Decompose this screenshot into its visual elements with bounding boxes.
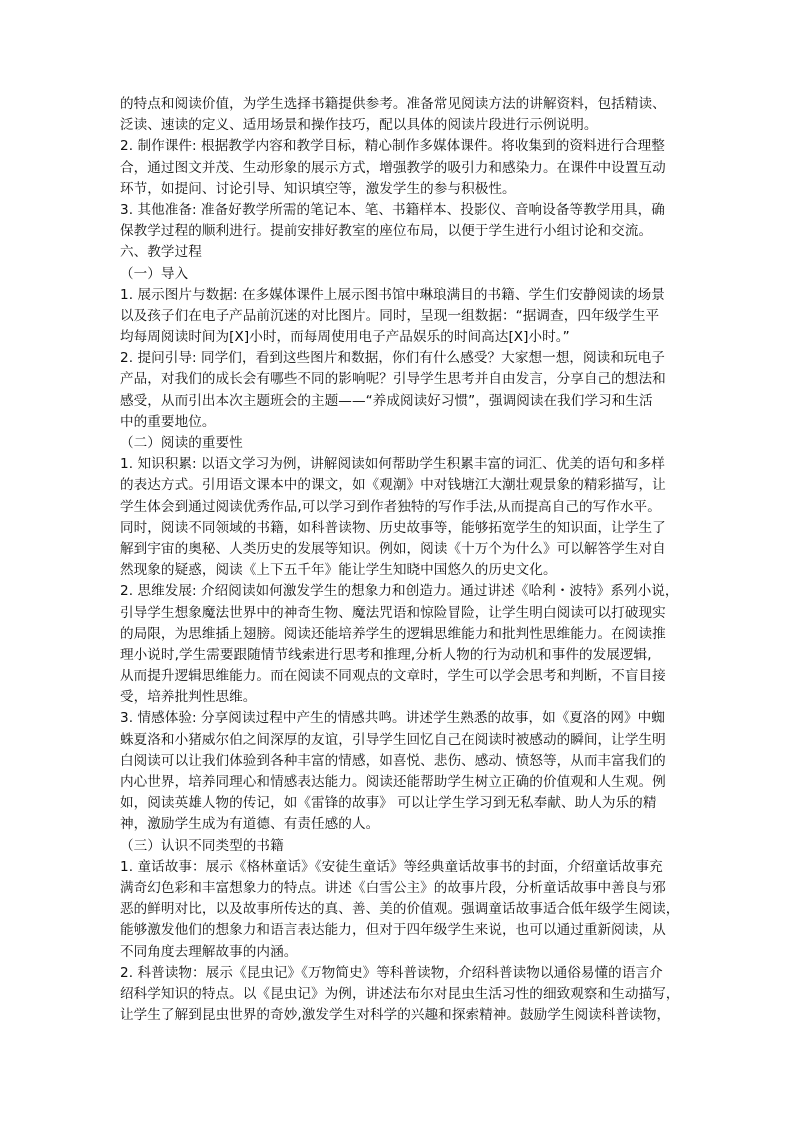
text-line: 恶的鲜明对比，以及故事所传达的真、善、美的价值观。强调童话故事适合低年级学生阅读， xyxy=(120,901,680,918)
text-line: 合，通过图文并茂、生动形象的展示方式，增强教学的吸引力和感染力。在课件中设置互动 xyxy=(120,159,666,176)
text-line: 产品，对我们的成长会有哪些不同的影响呢？引导学生思考并自由发言，分享自己的想法和 xyxy=(120,371,666,388)
text-line: 以及孩子们在电子产品前沉迷的对比图片。同时，呈现一组数据：“据调查，四年级学生平 xyxy=(120,307,660,324)
text-line: 然现象的疑惑，阅读《上下五千年》能让学生知晓中国悠久的历史文化。 xyxy=(120,562,557,579)
text-line: 如，阅读英雄人物的传记，如《雷锋的故事》 可以让学生学习到无私奉献、助人为乐的精 xyxy=(120,795,657,812)
text-line: 的特点和阅读价值，为学生选择书籍提供参考。准备常见阅读方法的讲解资料，包括精读、 xyxy=(120,96,666,112)
section-heading: 六、教学过程 xyxy=(120,244,202,261)
text-line: 1. 童话故事：展示《格林童话》《安徒生童话》等经典童话故事书的封面，介绍童话故事充 xyxy=(120,858,663,875)
text-line: 理小说时,学生需要跟随情节线索进行思考和推理,分析人物的行为动机和事件的发展逻辑, xyxy=(120,646,652,663)
text-line: 3. 其他准备: 准备好教学所需的笔记本、笔、书籍样本、投影仪、音响设备等教学用具，确 xyxy=(120,201,665,218)
text-line: 环节，如提问、讨论引导、知识填空等，激发学生的参与积极性。 xyxy=(120,180,516,197)
text-line: 同时，阅读不同领域的书籍，如科普读物、历史故事等，能够拓宽学生的知识面，让学生了 xyxy=(120,519,666,536)
text-line: 1. 展示图片与数据: 在多媒体课件上展示图书馆中琳琅满目的书籍、学生们安静阅读的场景 xyxy=(120,286,665,303)
text-line: 蛛夏洛和小猪威尔伯之间深厚的友谊，引导学生回忆自己在阅读时被感动的瞬间，让学生明 xyxy=(120,731,666,748)
text-line: 保教学过程的顺利进行。提前安排好教室的座位布局，以便于学生进行小组讨论和交流。 xyxy=(120,223,653,240)
section-heading: （一）导入 xyxy=(120,265,189,282)
text-line: 受，培养批判性思维。 xyxy=(120,689,257,706)
text-line: 2. 科普读物：展示《昆虫记》《万物简史》等科普读物，介绍科普读物以通俗易懂的语言介 xyxy=(120,964,663,981)
text-line: 泛读、速读的定义、适用场景和操作技巧，配以具体的阅读片段进行示例说明。 xyxy=(120,117,598,134)
text-line: 2. 制作课件: 根据教学内容和教学目标，精心制作多媒体课件。将收集到的资料进行合理整 xyxy=(120,138,665,155)
text-line: 的表达方式。引用语文课本中的课文，如《观潮》中对钱塘江大潮壮观景象的精彩描写，让 xyxy=(120,477,666,494)
section-heading: （三）认识不同类型的书籍 xyxy=(120,837,284,854)
document-page xyxy=(120,94,686,1026)
text-line: 均每周阅读时间为[X]小时，而每周使用电子产品娱乐的时间高达[X]小时。” xyxy=(120,329,570,346)
text-line: 1. 知识积累: 以语文学习为例，讲解阅读如何帮助学生积累丰富的词汇、优美的语句和多样 xyxy=(120,456,665,473)
text-line: 不同角度去理解故事的内涵。 xyxy=(120,943,298,960)
text-line: 内心世界，培养同理心和情感表达能力。阅读还能帮助学生树立正确的价值观和人生观。例 xyxy=(120,774,666,790)
text-line: 2. 思维发展: 介绍阅读如何激发学生的想象力和创造力。通过讲述《哈利・波特》系列小说， xyxy=(120,583,679,600)
text-line: 从而提升逻辑思维能力。而在阅读不同观点的文章时，学生可以学会思考和判断，不盲目接 xyxy=(120,668,666,685)
text-line: 白阅读可以让我们体验到各种丰富的情感，如喜悦、悲伤、感动、愤怒等，从而丰富我们的 xyxy=(120,752,666,769)
text-line: 中的重要地位。 xyxy=(120,413,216,430)
section-heading: （二）阅读的重要性 xyxy=(120,435,243,451)
text-line: 2. 提问引导: 同学们，看到这些图片和数据，你们有什么感受？大家想一想，阅读和玩电子 xyxy=(120,350,665,367)
text-line: 感受，从而引出本次主题班会的主题——“养成阅读好习惯”，强调阅读在我们学习和生活 xyxy=(120,392,653,409)
text-line: 神，激励学生成为有道德、有责任感的人。 xyxy=(120,816,380,833)
text-line: 学生体会到通过阅读优秀作品,可以学习到作者独特的写作手法,从而提高自己的写作水平。 xyxy=(120,498,661,515)
text-line: 让学生了解到昆虫世界的奇妙,激发学生对科学的兴趣和探索精神。鼓励学生阅读科普读物， xyxy=(120,1007,671,1024)
text-line: 引导学生想象魔法世界中的神奇生物、魔法咒语和惊险冒险，让学生明白阅读可以打破现实 xyxy=(120,604,666,621)
text-line: 3. 情感体验: 分享阅读过程中产生的情感共鸣。讲述学生熟悉的故事，如《夏洛的网》中蜘 xyxy=(120,710,665,727)
text-line: 绍科学知识的特点。以《昆虫记》为例，讲述法布尔对昆虫生活习性的细致观察和生动描写， xyxy=(120,985,680,1002)
text-line: 满奇幻色彩和丰富想象力的特点。讲述《白雪公主》的故事片段，分析童话故事中善良与邪 xyxy=(120,879,666,896)
text-line: 能够激发他们的想象力和语言表达能力，但对于四年级学生来说，也可以通过重新阅读，从 xyxy=(120,922,666,939)
text-line: 的局限，为思维插上翅膀。阅读还能培养学生的逻辑思维能力和批判性思维能力。在阅读推 xyxy=(120,625,666,642)
text-line: 解到宇宙的奥秘、人类历史的发展等知识。例如，阅读《十万个为什么》可以解答学生对自 xyxy=(120,540,666,557)
